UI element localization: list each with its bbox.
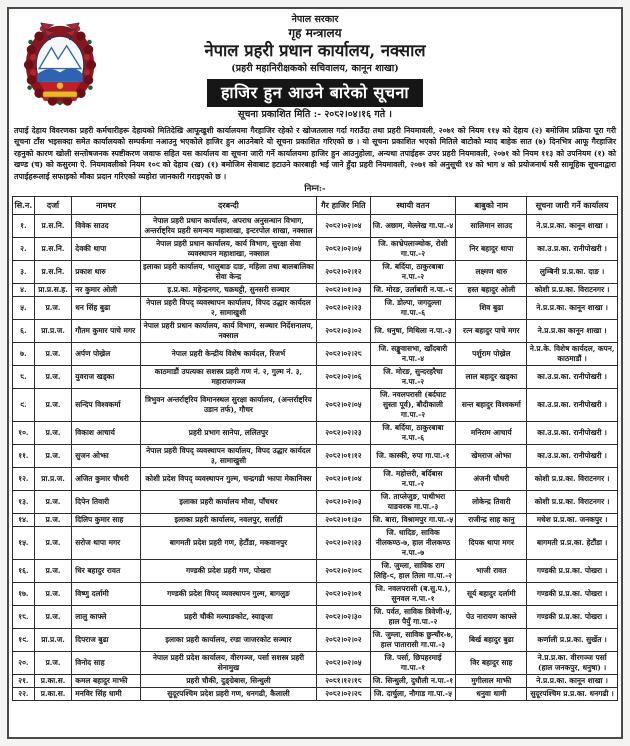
address-cell: जि. महोत्तरी, बर्दिबास न.पा.-२: [370, 467, 456, 490]
table-row: [13, 297, 618, 320]
issuing-office-cell: बागमती प्र.प्र.का. हेटौंडा ।: [527, 526, 618, 559]
rank-cell: प्र.ज.: [34, 444, 72, 467]
table-row: [13, 389, 618, 422]
father-name-cell: सालिमान साउद: [456, 215, 527, 238]
name-cell: प्रकाश थारु: [72, 261, 140, 284]
nepal-police-emblem-icon: [22, 15, 98, 107]
absent-date-cell: २०८२।०१।०४: [317, 467, 370, 490]
father-name-cell: लोकेन्द्र तिवारी: [456, 490, 527, 513]
absent-date-cell: २०८२।०२।०१: [317, 582, 370, 605]
sn-cell: १९.: [13, 628, 35, 651]
sn-cell: १७.: [13, 582, 35, 605]
name-cell: देवकी थापा: [72, 238, 140, 261]
address-cell: जि. अछाम, मेल्लेख गा.पा.-४: [370, 215, 456, 238]
issuing-office-cell: गण्डकी प्र.प्र.का. पोखरा ।: [527, 582, 618, 605]
rank-cell: प्र.ज.: [34, 421, 72, 444]
table-header: [13, 197, 618, 215]
father-name-cell: सूर्य बहादुर दर्लामी: [456, 582, 527, 605]
absent-date-cell: २०८२।०२।२३: [317, 526, 370, 559]
letterhead: [12, 11, 618, 122]
absent-date-cell: २०८२।०२।२८: [317, 343, 370, 366]
issuing-office-cell: ने.प्र.प्र.का. कानून शाखा ।: [527, 674, 618, 687]
rank-cell: प्र.ज.: [34, 343, 72, 366]
notice-page: [7, 7, 623, 739]
table-row: [13, 261, 618, 284]
column-header: दरबन्दी: [140, 197, 317, 215]
address-cell: जि. धनुषा, मिथिला न.पा.-३: [370, 320, 456, 343]
sn-cell: १०.: [13, 421, 35, 444]
name-cell: दिलिप कुमार साह: [72, 513, 140, 526]
table-row: [13, 320, 618, 343]
address-cell: जि. बर्दिया, ठाकुरबाबा न.पा.-२: [370, 261, 456, 284]
table-row: [13, 687, 618, 700]
absent-date-cell: २०८२।०२।०२: [317, 628, 370, 651]
name-cell: विनोद साह: [72, 651, 140, 674]
father-name-cell: दिपक थापा मगर: [456, 526, 527, 559]
issuing-office-cell: गण्डकी प्र.प्र.का. पोखरा ।: [527, 605, 618, 628]
list-intro: निम्न:-: [304, 184, 326, 195]
rank-cell: प्र.का.स.: [34, 687, 72, 700]
absent-date-cell: २०८२।०१।०३: [317, 284, 370, 297]
father-name-cell: खेमराज ओझा: [456, 444, 527, 467]
address-cell: जि. डोल्पा, जगदुल्ला गा.पा.-६: [370, 297, 456, 320]
issuing-office-cell: ने.प्र.प्र.का. वीरगञ्ज पर्सा (हाल जनकपुर, धनुषा) ।: [527, 651, 618, 674]
table-row: [13, 467, 618, 490]
address-cell: जि. मोरङ, सुन्दरहरैचा न.पा.-२: [370, 366, 456, 389]
address-cell: जि. जुम्ला, साविक राग लिहि-९, हाल तिला गा.पा.-२: [370, 559, 456, 582]
address-cell: जि. पर्वत, साविक त्रिवेणी-५, हाल पैयुँ गा.पा.-२: [370, 605, 456, 628]
issuing-office-cell: लुम्बिनी प्र.प्र.का. दाङ ।: [527, 261, 618, 284]
sn-cell: २१.: [13, 674, 35, 687]
column-header: स्थायी वतन: [370, 197, 456, 215]
header-row: [13, 197, 618, 215]
name-cell: धिर बहादुर रावत: [72, 559, 140, 582]
absent-date-cell: २०८२।०२।३०: [317, 605, 370, 628]
father-name-cell: सन्त बहादुर विश्वकर्मा: [456, 389, 527, 422]
name-cell: विवेक साउद: [72, 215, 140, 238]
column-header: नामथर: [72, 197, 140, 215]
address-cell: जि. सङ्खुवासभा, खाँदबारी न.पा.-४: [370, 343, 456, 366]
issuing-office-cell: ने.प्र.प्र.का. कानून शाखा ।: [527, 297, 618, 320]
absent-date-cell: २०८२।०२।२३: [317, 297, 370, 320]
table-body: [13, 215, 618, 700]
sn-cell: १६.: [13, 559, 35, 582]
posting-cell: बागमती प्रदेश प्रहरी गण, हेटौंडा, मकवानपुर: [140, 526, 317, 559]
father-name-cell: मुगीलाल माझी: [456, 674, 527, 687]
table-row: [13, 628, 618, 651]
father-name-cell: निर बहादुर थापा: [456, 238, 527, 261]
sn-cell: ३.: [13, 261, 35, 284]
absent-date-cell: २०८२।०२।०६: [317, 366, 370, 389]
sn-cell: १५.: [13, 526, 35, 559]
posting-cell: नेपाल प्रहरी प्रधान कार्यालय, अपराध अनुसन्धान विभाग, अन्तर्राष्ट्रिय प्रहरी समन्वय महाशाखा, इन्टरपोल शाखा, नक्साल: [140, 215, 317, 238]
absent-date-cell: २०८२।०२।२८: [317, 687, 370, 700]
table-row: [13, 343, 618, 366]
issuing-office-cell: का.उ.प्र.का. रानीपोखरी ।: [527, 366, 618, 389]
rank-cell: प्र.ज.: [34, 513, 72, 526]
sn-cell: २०.: [13, 651, 35, 674]
father-name-cell: पेउ नारायण काफ्ले: [456, 605, 527, 628]
sn-cell: १४.: [13, 513, 35, 526]
rank-cell: प्र.का.स.: [34, 674, 72, 687]
name-cell: कमल बहादुर माझी: [72, 674, 140, 687]
sn-cell: ११.: [13, 444, 35, 467]
name-cell: दिपेन तिवारी: [72, 490, 140, 513]
posting-cell: काठमाडौं उपत्यका सशस्त्र प्रहरी गण नं. २, गुल्म नं. ३, महाराजगञ्ज: [140, 366, 317, 389]
name-cell: गौतम कुमार पाचे मगर: [72, 320, 140, 343]
table-row: [13, 559, 618, 582]
address-cell: जि. पर्सा, छिपहरमाई गा.पा.-१: [370, 651, 456, 674]
issuing-office-cell: का.उ.प्र.का. रानीपोखरी ।: [527, 444, 618, 467]
rank-cell: प्र.स.नि.: [34, 261, 72, 284]
sn-cell: १२.: [13, 467, 35, 490]
name-cell: विष्णु दर्लामी: [72, 582, 140, 605]
absent-date-cell: २०८२।०१।१२: [317, 444, 370, 467]
posting-cell: नेपाल प्रहरी प्रदेश कार्यालय, वीरगञ्ज, पर्सा सशस्त्र प्रहरी सेनामुख: [140, 651, 317, 674]
father-name-cell: विर बहादुर साह: [456, 651, 527, 674]
name-cell: अजित कुमार चौधरी: [72, 467, 140, 490]
posting-cell: इलाका प्रहरी कार्यालय, नवलपुर, सर्लाही: [140, 513, 317, 526]
rank-cell: प्र.स.नि.: [34, 238, 72, 261]
posting-cell: प्रहरी चौकी, दुङ्ग्रेबास, सिन्धुली: [140, 674, 317, 687]
address-cell: जि. मोरङ, उर्लाबारी न.पा.-९: [370, 284, 456, 297]
name-cell: मनविर सिंह धामी: [72, 687, 140, 700]
father-name-cell: बिर्ख बहादुर बुढा: [456, 628, 527, 651]
section-name: (प्रहरी महानिरीक्षकको सचिवालय, कानून शाखा): [231, 63, 399, 75]
absent-date-cell: २०८२।०२।०५: [317, 389, 370, 422]
issuing-office-cell: ने.प्र.के. विशेष कार्यदल, कपन, काठमाडौं ।: [527, 343, 618, 366]
name-cell: सरोज थापा मगर: [72, 526, 140, 559]
absent-date-cell: २०८२।०२।०४: [317, 215, 370, 238]
posting-cell: नेपाल प्रहरी प्रधान कार्यालय, कार्य विभाग, सञ्चार निर्देशनालय, नक्साल: [140, 320, 317, 343]
sn-cell: २.: [13, 238, 35, 261]
posting-cell: इलाका प्रहरी कार्यालय मौवा, पाँचथर: [140, 490, 317, 513]
government-name: नेपाल सरकार: [291, 14, 339, 25]
table-row: [13, 366, 618, 389]
father-name-cell: लक्ष्मण थारु: [456, 261, 527, 284]
sn-cell: ८.: [13, 366, 35, 389]
table-row: [13, 284, 618, 297]
rank-cell: प्र.ज.: [34, 526, 72, 559]
address-cell: जि. नवलपरासी (ब.सु.प.), सुनवल न.पा.-१: [370, 582, 456, 605]
posting-cell: त्रिभुवन अन्तर्राष्ट्रिय विमानस्थल सुरक्षा कार्यालय, (अन्तर्राष्ट्रिय उडान तर्फ), गौचर: [140, 389, 317, 422]
absent-date-cell: २०८२।०२।०५: [317, 238, 370, 261]
sn-cell: १८.: [13, 605, 35, 628]
notice-paragraph: तपाई देहाय विवरणका प्रहरी कर्मचारीहरू देहायको मितिदेखि आफूखुशी कार्यालयमा गैरहाजिर रहेको र खोजतलास गर्दा गराउँदा तथा प्रहरी नियमावली, २०७१ को नियम ११५ को देहाय (२) बमोजिम प्रक्रिया पूरा गरी सूचना टाँस भइसक्दा समेत कार्यालयको सम्पर्कमा नआउनु भएकोले हाजिर हुन आउनेबारे यो सूचना प्रकाशित गरिएको छ । यो सूचना प्रकाशित भएको मितिले बाटोको म्याद बाहेक सात (७) दिनभित्र आफू गैरहाजिर रहनुको कारण खोली सन्तोषजनक स्पष्टीकरण जवाफ सहित यस कार्यालय वा सूचना जारी गर्ने कार्यालयमा हाजिर हुन आउनुहोला, अन्यथा तपाईहरू उपर प्रहरी नियमावली, २०७१ को नियम ११३ को उपनियम (१) को खण्ड (च) को कसुरमा ऐ. नियमावलीको नियम १०९ को देहाय (ख) (१) बमोजिम सेवाबाट हटाउने कारबाही भई जाने हुँदा प्रहरी नियमावली, २०७१ को अनुसूची १४ को भाग ४ को प्रयोजनार्थ यसै सामूहिक सूचनाद्वारा तपाईहरूलाई सफाइको मौका प्रदान गरिएको व्यहोरा जानकारी गराइएको छ ।: [14, 125, 616, 181]
rank-cell: प्र.ज.: [34, 582, 72, 605]
father-name-cell: लाल बहादुर खड्का: [456, 366, 527, 389]
rank-cell: प्र.ज.: [34, 366, 72, 389]
rank-cell: प्र.ज.: [34, 651, 72, 674]
father-name-cell: राजीन्द्र साह कानु: [456, 513, 527, 526]
rank-cell: प्रा.प्र.स.ह.: [34, 284, 72, 297]
issuing-office-cell: का.उ.प्र.का. रानीपोखरी ।: [527, 238, 618, 261]
rank-cell: प्रा.प्र.ज.: [34, 320, 72, 343]
issuing-office-cell: कोशी प्र.प्र.का. विराटनगर ।: [527, 490, 618, 513]
column-header: सूचना जारी गर्ने कार्यालय: [527, 197, 618, 215]
table-row: [13, 513, 618, 526]
address-cell: जि. ताप्लेजुङ, पाथीभरा याङवरक गा.पा.-३: [370, 490, 456, 513]
issuing-office-cell: का.उ.प्र.का. रानीपोखरी ।: [527, 421, 618, 444]
address-cell: जि. दार्चुला, नौगाड गा.पा.-५: [370, 687, 456, 700]
father-name-cell: अंजनी चौधरी: [456, 467, 527, 490]
posting-cell: कोशी प्रदेश विपद् व्यवस्थापन गुल्म, चन्द्रगढी झापा मेकानिक्स: [140, 467, 317, 490]
published-date: सूचना प्रकाशित मिति :- २०८२।०४।१६ गते ।: [237, 109, 393, 121]
father-name-cell: पर्शुराम पोख्रेल: [456, 343, 527, 366]
absent-date-cell: २०८२।०२।०५: [317, 651, 370, 674]
sn-cell: ९.: [13, 389, 35, 422]
column-header: सि.न.: [13, 197, 35, 215]
ministry-name: गृह मन्त्रालय: [288, 25, 342, 40]
table-row: [13, 238, 618, 261]
posting-cell: इलाका प्रहरी कार्यालय, रग्डा जाजरकोट सञ्चार: [140, 628, 317, 651]
name-cell: सुजन ओझा: [72, 444, 140, 467]
address-cell: जि. काभ्रेपलाञ्चोक, रोशी गा.पा.-२: [370, 238, 456, 261]
sn-cell: ६.: [13, 320, 35, 343]
name-cell: धन सिंह बुढा: [72, 297, 140, 320]
absent-date-cell: २०८२।०३।०२: [317, 320, 370, 343]
name-cell: दिपराज बुढा: [72, 628, 140, 651]
notice-title: हाजिर हुन आउने बारेको सूचना: [207, 79, 423, 107]
sn-cell: २२.: [13, 687, 35, 700]
address-cell: जि. बर्दिया, ठाकुरबाबा न.पा.-६: [370, 421, 456, 444]
absent-date-cell: २०८२।०२।२३: [317, 421, 370, 444]
notice-table: [12, 196, 618, 700]
absent-date-cell: २०८२।०२।०३: [317, 490, 370, 513]
address-cell: जि. नवलपरासी (बर्दघाट सुस्ता पूर्व), बौदीकाली गा.पा.-२: [370, 389, 456, 422]
table-row: [13, 444, 618, 467]
rank-cell: प्र.ज.: [34, 297, 72, 320]
table-row: [13, 651, 618, 674]
table-row: [13, 215, 618, 238]
absent-date-cell: २०८२।०१।३०: [317, 513, 370, 526]
sn-cell: ४.: [13, 284, 35, 297]
name-cell: अर्पण पोख्रेल: [72, 343, 140, 366]
name-cell: सन्दिप विश्वकर्मा: [72, 389, 140, 422]
name-cell: लालु काफ्ले: [72, 605, 140, 628]
table-row: [13, 582, 618, 605]
name-cell: युवराज खड्का: [72, 366, 140, 389]
address-cell: जि. धादिङ, साविक नीलकण्ठ-७, हाल नीलकण्ठ न.पा.-७: [370, 526, 456, 559]
absent-date-cell: २०८२।०२।०९: [317, 559, 370, 582]
issuing-office-cell: कर्णाली प्र.प्र.का. सुर्खेत ।: [527, 628, 618, 651]
father-name-cell: हस्त बहादुर ओली: [456, 284, 527, 297]
issuing-office-cell: मधेश प्र.प्र.का. जनकपुर ।: [527, 513, 618, 526]
father-name-cell: धनुवा धामी: [456, 687, 527, 700]
address-cell: जि. सिन्धुली, दुधौली न.पा.-१: [370, 674, 456, 687]
posting-cell: प्रहरी चौकी मल्याङकोट, स्याङ्जा: [140, 605, 317, 628]
issuing-office-cell: कोशी प्र.प्र.का. विराटनगर ।: [527, 284, 618, 297]
rank-cell: प्र.ज.: [34, 490, 72, 513]
posting-cell: नेपाल प्रहरी केन्द्रीय विशेष कार्यदल, रिजर्भ: [140, 343, 317, 366]
posting-cell: नेपाल प्रहरी विपद् व्यवस्थापन कार्यालय, विपद उद्धार कार्यदल २, सामाखुशी: [140, 297, 317, 320]
posting-cell: नेपाल प्रहरी प्रधान कार्यालय, कार्य विभाग, सुरक्षा सेवा व्यवस्थापन महाशाखा, नक्साल: [140, 238, 317, 261]
issuing-office-cell: कोशी प्र.प्र.का. विराटनगर ।: [527, 467, 618, 490]
issuing-office-cell: गण्डकी प्र.प्र.का. पोखरा ।: [527, 559, 618, 582]
column-header: बाबुको नाम: [456, 197, 527, 215]
rank-cell: प्रा.प्र.ज.: [34, 628, 72, 651]
issuing-office-cell: सुदूरपश्चिम प्र.प्र.का. धनगढी ।: [527, 687, 618, 700]
address-cell: जि. बारा, विश्रामपुर गा.पा.-५: [370, 513, 456, 526]
posting-cell: नेपाल प्रहरी विपद् व्यवस्थापन कार्यालय, विपद उद्धार कार्यदल ३, सामाखुसी: [140, 444, 317, 467]
posting-cell: प्रहरी प्रभाग सानेपा, ललितपुर: [140, 421, 317, 444]
address-cell: जि. जुम्ला, साविक छुन्चौर-७, हाल पातारासी गा.पा.-३: [370, 628, 456, 651]
rank-cell: प्र.ज.: [34, 605, 72, 628]
father-name-cell: मनिराम आचार्य: [456, 421, 527, 444]
issuing-office-cell: का.उ.प्र.का. रानीपोखरी ।: [527, 389, 618, 422]
table-row: [13, 490, 618, 513]
office-name: नेपाल प्रहरी प्रधान कार्यालय, नक्साल: [204, 41, 426, 61]
posting-cell: गण्डकी प्रदेश प्रहरी गण, पोखरा: [140, 559, 317, 582]
posting-cell: इ.प्र.का. महेन्द्रनगर, चक्रघट्टी, सुनसरी सञ्चार: [140, 284, 317, 297]
sn-cell: ७.: [13, 343, 35, 366]
father-name-cell: शिव बुढा: [456, 297, 527, 320]
rank-cell: प्रा.प्र.ज.: [34, 467, 72, 490]
issuing-office-cell: ने.प्र.प्र.का. कानून शाखा ।: [527, 215, 618, 238]
table-row: [13, 526, 618, 559]
father-name-cell: भाजी रावत: [456, 559, 527, 582]
sn-cell: १.: [13, 215, 35, 238]
table-row: [13, 421, 618, 444]
posting-cell: गण्डकी प्रदेश विपद् व्यवस्थापन गुल्म, बागलुङ: [140, 582, 317, 605]
rank-cell: प्र.ज.: [34, 389, 72, 422]
posting-cell: इलाका प्रहरी कार्यालय, भालुबाङ दाङ, महिला तथा बालबालिका सेवा केन्द्र: [140, 261, 317, 284]
father-name-cell: रत्न बहादुर पाचे मगर: [456, 320, 527, 343]
column-header: गैर हाजिर मिति: [317, 197, 370, 215]
issuing-office-cell: ने.प्र.प्र.का कानून शाखा ।: [527, 320, 618, 343]
sn-cell: ५.: [13, 297, 35, 320]
rank-cell: प्र.स.नि.: [34, 215, 72, 238]
table-row: [13, 674, 618, 687]
sn-cell: १३.: [13, 490, 35, 513]
address-cell: जि. कास्की, रुपा गा.पा.-१: [370, 444, 456, 467]
posting-cell: सुदूरपश्चिम प्रदेश प्रहरी गण, धनगढी, कैलाली: [140, 687, 317, 700]
absent-date-cell: २०८२।०२।१२: [317, 261, 370, 284]
rank-cell: प्र.ज.: [34, 559, 72, 582]
table-row: [13, 605, 618, 628]
name-cell: नर कुमार ओली: [72, 284, 140, 297]
absent-date-cell: २०८१।१२।१८: [317, 674, 370, 687]
column-header: दर्जा: [34, 197, 72, 215]
name-cell: विकाश आचार्य: [72, 421, 140, 444]
